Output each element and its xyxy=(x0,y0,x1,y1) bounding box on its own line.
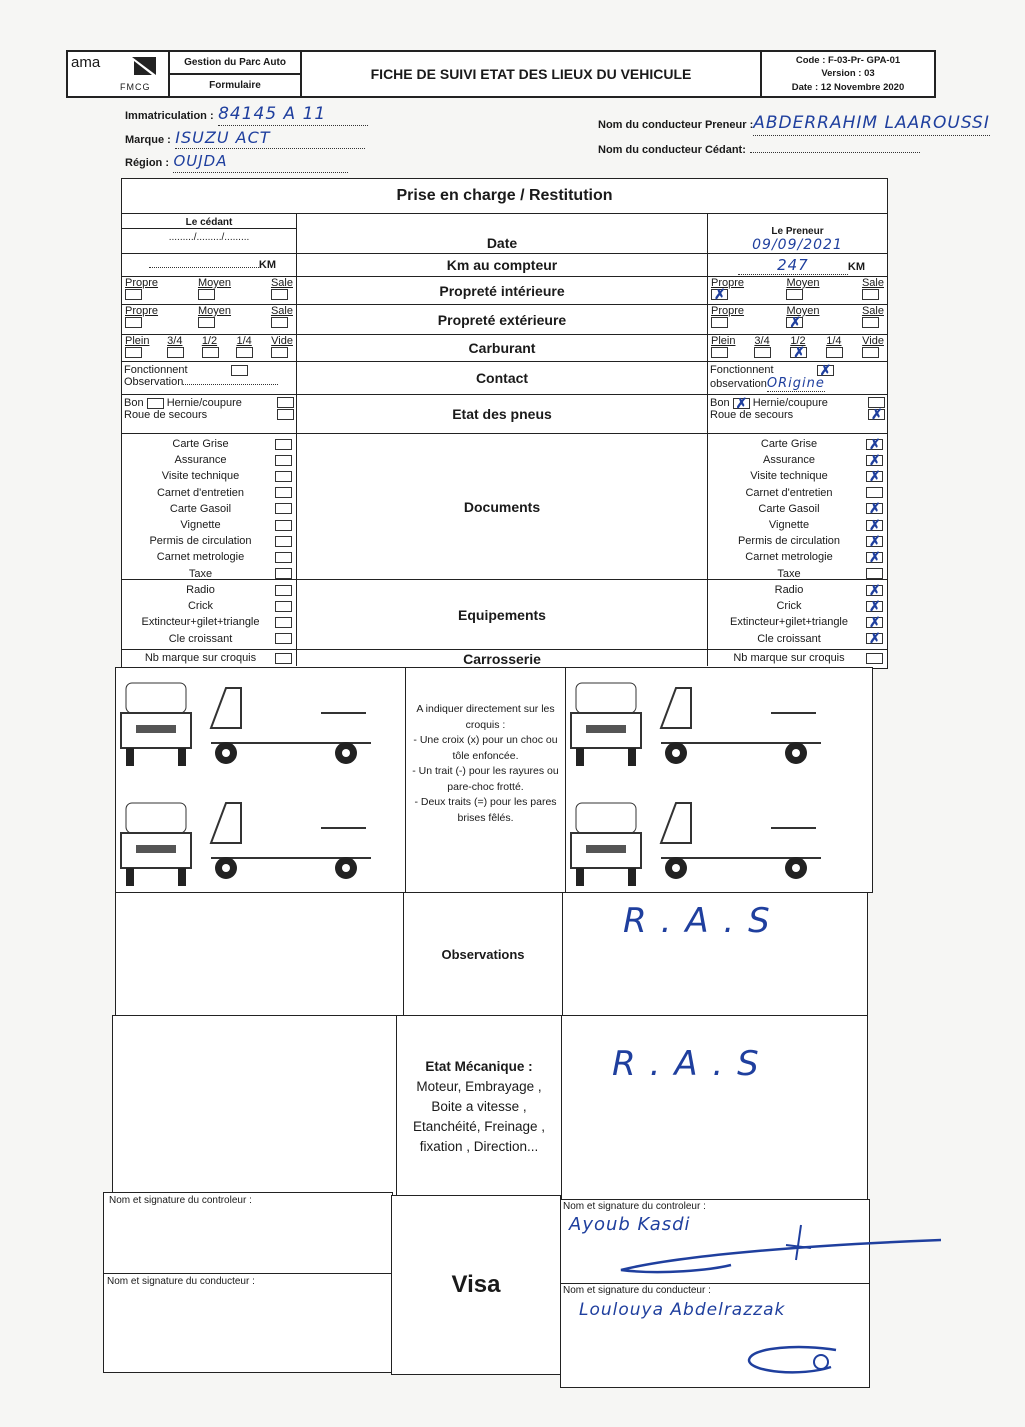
nb-marque-checkbox[interactable] xyxy=(275,653,292,664)
item-label: Carte Grise xyxy=(760,438,818,451)
option-label: Propre xyxy=(711,305,745,317)
checklist-item xyxy=(126,452,292,468)
contact-label: Contact xyxy=(475,370,529,386)
item-label: Extincteur+gilet+triangle xyxy=(141,616,260,629)
preneur-value[interactable]: ABDERRAHIM LAAROUSSI xyxy=(753,112,990,136)
vehicle-diagram[interactable] xyxy=(566,668,872,892)
preneur-nb-marque: Nb marque sur croquis xyxy=(707,650,887,666)
company-logo xyxy=(68,52,170,96)
item-label: Radio xyxy=(774,584,804,597)
option-label: 3/4 xyxy=(754,335,770,347)
cedant-pneus: Bon Hernie/coupure Roue de secours xyxy=(122,395,297,433)
system-name: Gestion du Parc Auto xyxy=(170,52,300,75)
fuel-option xyxy=(862,335,884,361)
fuel-checkbox[interactable] xyxy=(125,347,142,358)
checklist-item xyxy=(712,452,883,468)
item-checkbox[interactable] xyxy=(866,568,883,579)
cedant-documents xyxy=(122,434,297,579)
item-checkbox[interactable] xyxy=(275,601,292,612)
doc-type: Formulaire xyxy=(209,80,261,91)
fuel-checkbox[interactable] xyxy=(862,347,879,358)
item-checkbox[interactable] xyxy=(866,617,883,628)
fuel-option xyxy=(826,335,843,361)
form-header xyxy=(66,50,936,98)
cedant-proprete-interieure xyxy=(122,277,297,304)
checklist-item xyxy=(712,517,883,533)
item-checkbox[interactable] xyxy=(275,552,292,563)
item-label: Taxe xyxy=(188,567,213,580)
checklist-item xyxy=(712,436,883,452)
clean-checkbox[interactable] xyxy=(862,289,879,300)
observation-value[interactable]: ORigine xyxy=(766,376,825,391)
option-label: 1/4 xyxy=(236,335,252,347)
hernie-checkbox[interactable] xyxy=(277,397,294,408)
signature-stroke xyxy=(561,1220,941,1280)
clean-checkbox[interactable] xyxy=(711,289,728,300)
item-label: Carnet metrologie xyxy=(745,551,833,564)
item-label: Assurance xyxy=(763,454,815,467)
equipements-label: Equipements xyxy=(458,606,546,623)
carrosserie-label: Carrosserie xyxy=(463,651,541,667)
checklist-item xyxy=(712,614,883,630)
km-label: Km au compteur xyxy=(446,257,558,273)
item-checkbox[interactable] xyxy=(866,455,883,466)
checklist-item xyxy=(712,598,883,614)
fuel-checkbox[interactable] xyxy=(202,347,219,358)
fuel-checkbox[interactable] xyxy=(167,347,184,358)
item-label: Permis de circulation xyxy=(149,535,252,548)
checklist-item xyxy=(126,501,292,517)
driver-info xyxy=(598,112,990,162)
documents-label: Documents xyxy=(463,498,541,515)
item-label: Crick xyxy=(187,600,214,613)
fuel-option xyxy=(711,335,735,361)
doc-date: Date : 12 Novembre 2020 xyxy=(791,81,905,93)
logo-text: ama xyxy=(71,54,101,71)
option-label: Propre xyxy=(125,277,159,289)
doc-code: Code : F-03-Pr- GPA-01 xyxy=(795,55,901,67)
item-label: Carte Gasoil xyxy=(758,502,820,515)
item-checkbox[interactable] xyxy=(866,633,883,644)
controleur-cedant[interactable]: Nom et signature du controleur : xyxy=(103,1192,393,1274)
nb-marque-checkbox[interactable] xyxy=(866,653,883,664)
option-label: Moyen xyxy=(786,277,820,289)
checklist-item xyxy=(712,533,883,549)
preneur-date[interactable]: 09/09/2021 xyxy=(752,237,843,253)
region-label: Région : xyxy=(125,157,169,169)
croquis-cedant[interactable] xyxy=(115,667,406,893)
item-checkbox[interactable] xyxy=(866,487,883,498)
controleur-signature: Ayoub Kasdi xyxy=(569,1214,691,1235)
option-label: Plein xyxy=(125,335,150,347)
vehicle-diagram[interactable] xyxy=(116,668,405,892)
pneus-label: Etat des pneus xyxy=(452,406,552,422)
checklist-item xyxy=(126,517,292,533)
preneur-contact: Fonctionnent ✗ observationORigine xyxy=(707,362,887,394)
option-label: 3/4 xyxy=(167,335,183,347)
roue-checkbox[interactable] xyxy=(277,409,294,420)
bon-checkbox[interactable] xyxy=(733,398,750,409)
option-label: Vide xyxy=(862,335,884,347)
preneur-documents xyxy=(707,434,887,579)
option-label: Moyen xyxy=(197,277,232,289)
item-checkbox[interactable] xyxy=(866,601,883,612)
clean-checkbox[interactable] xyxy=(862,317,879,328)
item-label: Permis de circulation xyxy=(737,535,841,548)
item-checkbox[interactable] xyxy=(866,552,883,563)
preneur-carburant xyxy=(707,335,887,361)
proprete-exterieure-label: Propreté extérieure xyxy=(437,311,567,328)
mecanique-preneur[interactable]: R.A.S xyxy=(561,1015,868,1201)
checklist-item xyxy=(126,549,292,565)
item-label: Radio xyxy=(186,584,215,597)
form-title: FICHE DE SUIVI ETAT DES LIEUX DU VEHICULE xyxy=(302,52,762,96)
croquis-instructions: A indiquer directement sur les croquis : - Une croix (x) pour un choc ou tôle enfoncée. - Un trait (-) pour les rayures ou pare-choc frotté. - Deux traits (=) pour les pares brises fêlés. xyxy=(405,667,566,893)
table-title: Prise en charge / Restitution xyxy=(396,187,613,204)
clean-option xyxy=(862,277,884,304)
logo-arrow-icon xyxy=(130,55,158,77)
checklist-item xyxy=(712,468,883,484)
fuel-option xyxy=(202,335,219,361)
cedant-km[interactable]: KM xyxy=(122,254,297,276)
item-checkbox[interactable] xyxy=(275,487,292,498)
item-checkbox[interactable] xyxy=(275,471,292,482)
cedant-label: Nom du conducteur Cédant: xyxy=(598,144,746,156)
item-checkbox[interactable] xyxy=(275,585,292,596)
clean-option xyxy=(786,305,819,334)
fuel-option xyxy=(236,335,253,361)
item-label: Vignette xyxy=(768,519,810,532)
cedant-header: Le cédant xyxy=(185,217,233,228)
option-label: Sale xyxy=(861,277,884,289)
preneur-header: Le Preneur xyxy=(771,226,824,237)
clean-checkbox[interactable] xyxy=(198,317,215,328)
preneur-pneus: Bon ✗ Hernie/coupure Roue de secours ✗ xyxy=(707,395,887,433)
item-checkbox[interactable] xyxy=(275,439,292,450)
fuel-checkbox[interactable] xyxy=(790,347,807,358)
item-checkbox[interactable] xyxy=(275,617,292,628)
item-label: Extincteur+gilet+triangle xyxy=(729,616,848,629)
clean-checkbox[interactable] xyxy=(271,289,288,300)
item-checkbox[interactable] xyxy=(275,503,292,514)
conducteur-cedant[interactable]: Nom et signature du conducteur : xyxy=(103,1273,393,1373)
fuel-option xyxy=(125,335,149,361)
fuel-checkbox[interactable] xyxy=(271,347,288,358)
checklist-item xyxy=(126,631,292,647)
conducteur-signature: Loulouya Abdelrazzak xyxy=(579,1300,786,1320)
preneur-proprete-exterieure xyxy=(707,305,887,334)
immat-value[interactable]: 84145 A 11 xyxy=(218,104,368,126)
clean-checkbox[interactable] xyxy=(271,317,288,328)
mecanique-cedant[interactable] xyxy=(112,1015,397,1198)
item-checkbox[interactable] xyxy=(866,503,883,514)
cedant-equipements xyxy=(122,580,297,649)
observations-label: Observations xyxy=(403,892,563,1016)
fuel-option xyxy=(790,335,807,361)
fuel-option xyxy=(271,335,293,361)
item-label: Carnet metrologie xyxy=(156,551,245,564)
option-label: Propre xyxy=(711,277,745,289)
observations-cedant[interactable] xyxy=(115,892,404,1016)
item-checkbox[interactable] xyxy=(275,455,292,466)
cedant-nb-marque: Nb marque sur croquis xyxy=(122,650,297,666)
clean-option xyxy=(271,305,293,334)
marque-value[interactable]: ISUZU ACT xyxy=(175,127,365,149)
preneur-equipements xyxy=(707,580,887,649)
date-label: Date xyxy=(486,235,518,251)
fuel-checkbox[interactable] xyxy=(754,347,771,358)
conducteur-preneur[interactable]: Nom et signature du conducteur : Loulouya Abdelrazzak xyxy=(560,1283,870,1388)
bon-checkbox[interactable] xyxy=(147,398,164,409)
fuel-checkbox[interactable] xyxy=(826,347,843,358)
item-label: Carnet d'entretien xyxy=(745,486,833,499)
clean-checkbox[interactable] xyxy=(711,317,728,328)
checklist-item xyxy=(126,485,292,501)
option-label: Vide xyxy=(271,335,293,347)
checklist-item xyxy=(712,485,883,501)
clean-option xyxy=(125,305,158,334)
logo-sub: FMCG xyxy=(120,82,151,92)
item-label: Carnet d'entretien xyxy=(156,486,245,499)
cedant-carburant xyxy=(122,335,297,361)
marque-label: Marque : xyxy=(125,134,171,146)
item-label: Assurance xyxy=(174,454,227,467)
checklist-item xyxy=(126,468,292,484)
option-label: 1/4 xyxy=(826,335,842,347)
checklist-item xyxy=(126,614,292,630)
item-label: Vignette xyxy=(180,519,221,532)
clean-checkbox[interactable] xyxy=(125,317,142,328)
cedant-contact: Fonctionnent Observation xyxy=(122,362,297,394)
preneur-label: Nom du conducteur Preneur : xyxy=(598,119,754,131)
item-label: Taxe xyxy=(777,567,801,580)
checklist-item xyxy=(712,549,883,565)
proprete-interieure-label: Propreté intérieure xyxy=(439,282,565,299)
carburant-label: Carburant xyxy=(468,340,536,356)
checklist-item xyxy=(126,582,292,598)
item-label: Crick xyxy=(776,600,802,613)
mecanique-label: Etat Mécanique : Moteur, Embrayage , Boite a vitesse , Etanchéité, Freinage , fixation , Direction... xyxy=(396,1015,562,1198)
clean-option xyxy=(711,305,744,334)
option-label: Propre xyxy=(125,305,159,317)
option-label: Moyen xyxy=(786,305,820,317)
preneur-proprete-interieure xyxy=(707,277,887,304)
visa-label: Visa xyxy=(391,1195,561,1375)
item-label: Carte Grise xyxy=(172,438,229,451)
item-checkbox[interactable] xyxy=(275,520,292,531)
cedant-date[interactable]: ........./........./......... xyxy=(122,228,296,243)
item-checkbox[interactable] xyxy=(866,536,883,547)
clean-option xyxy=(711,277,744,304)
croquis-preneur[interactable] xyxy=(565,667,873,893)
clean-option xyxy=(271,277,293,304)
doc-version: Version : 03 xyxy=(821,68,875,80)
option-label: Plein xyxy=(711,335,736,347)
item-checkbox[interactable] xyxy=(866,471,883,482)
clean-option xyxy=(198,277,231,304)
clean-checkbox[interactable] xyxy=(125,289,142,300)
observations-preneur[interactable]: R.A.S xyxy=(562,892,868,1016)
fuel-checkbox[interactable] xyxy=(711,347,728,358)
clean-option xyxy=(198,305,231,334)
clean-checkbox[interactable] xyxy=(786,317,803,328)
item-checkbox[interactable] xyxy=(275,568,292,579)
clean-checkbox[interactable] xyxy=(198,289,215,300)
fonctionnent-checkbox[interactable] xyxy=(817,365,834,376)
item-label: Cle croissant xyxy=(757,632,821,645)
checklist-item xyxy=(712,631,883,647)
fuel-option xyxy=(167,335,184,361)
item-checkbox[interactable] xyxy=(275,536,292,547)
checklist-item xyxy=(126,436,292,452)
preneur-km[interactable]: 247 KM xyxy=(707,254,887,276)
checklist-item xyxy=(712,501,883,517)
vehicle-info xyxy=(125,104,368,174)
option-label: Sale xyxy=(270,305,293,317)
item-checkbox[interactable] xyxy=(866,439,883,450)
item-label: Visite technique xyxy=(750,470,828,483)
inspection-table xyxy=(121,178,888,669)
checklist-item xyxy=(712,582,883,598)
fonctionnent-checkbox[interactable] xyxy=(231,365,248,376)
item-label: Carte Gasoil xyxy=(169,502,232,515)
item-checkbox[interactable] xyxy=(866,585,883,596)
option-label: Moyen xyxy=(197,305,232,317)
item-checkbox[interactable] xyxy=(866,520,883,531)
immat-label: Immatriculation : xyxy=(125,110,214,122)
region-value[interactable]: OUJDA xyxy=(173,151,348,173)
item-label: Visite technique xyxy=(161,470,240,483)
fuel-checkbox[interactable] xyxy=(236,347,253,358)
clean-option xyxy=(125,277,158,304)
controleur-preneur[interactable]: Nom et signature du controleur : Ayoub Kasdi xyxy=(560,1199,870,1285)
option-label: 1/2 xyxy=(790,335,806,347)
checklist-item xyxy=(126,598,292,614)
clean-checkbox[interactable] xyxy=(786,289,803,300)
option-label: Sale xyxy=(861,305,884,317)
roue-checkbox[interactable] xyxy=(868,409,885,420)
option-label: Sale xyxy=(270,277,293,289)
clean-option xyxy=(862,305,884,334)
option-label: 1/2 xyxy=(201,335,218,347)
cedant-proprete-exterieure xyxy=(122,305,297,334)
cedant-value[interactable] xyxy=(750,141,920,153)
signature-scribble xyxy=(741,1342,851,1382)
checklist-item xyxy=(126,533,292,549)
item-label: Cle croissant xyxy=(168,632,233,645)
item-checkbox[interactable] xyxy=(275,633,292,644)
fuel-option xyxy=(754,335,771,361)
clean-option xyxy=(786,277,819,304)
